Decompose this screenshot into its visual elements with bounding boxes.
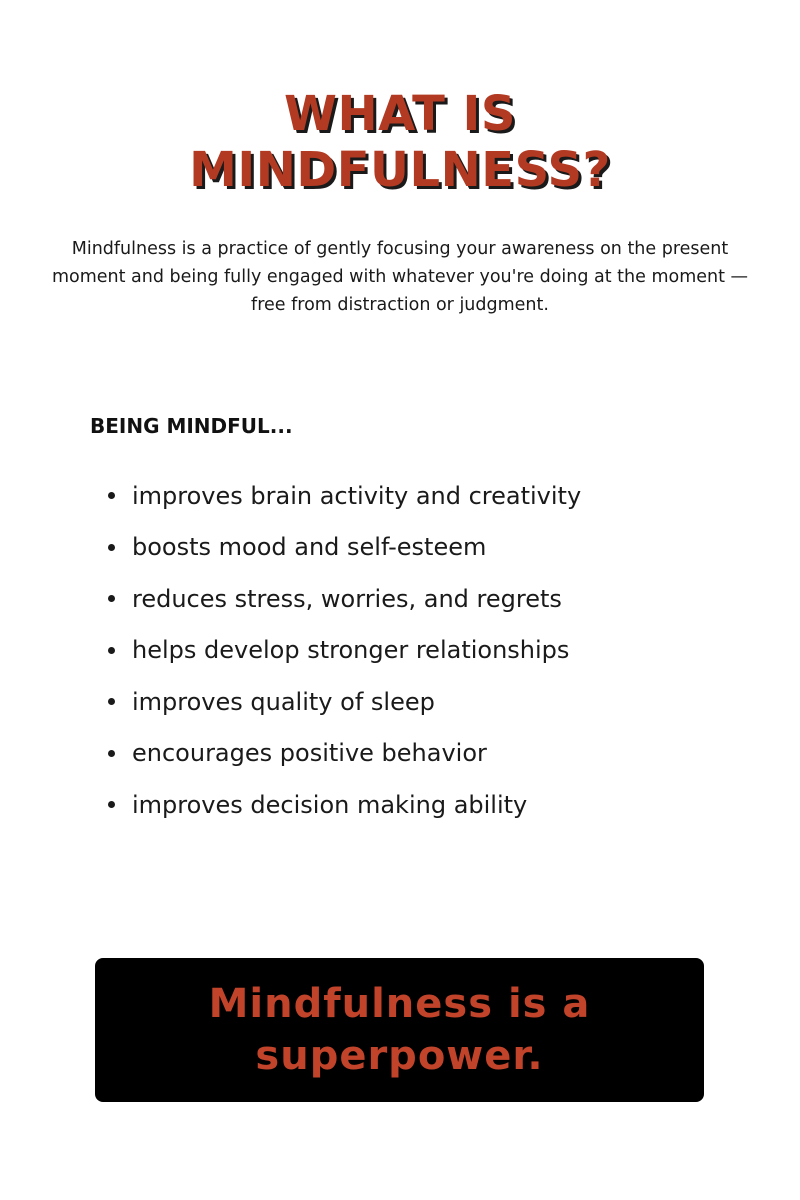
list-item bbox=[108, 470, 581, 522]
bullet-icon bbox=[108, 492, 115, 499]
bullet-icon bbox=[108, 647, 115, 654]
list-item bbox=[108, 522, 581, 574]
callout-line-1: Mindfulness is a bbox=[208, 981, 591, 1027]
list-item bbox=[108, 573, 581, 625]
section-heading: BEING MINDFUL... bbox=[90, 414, 293, 438]
list-item-text: improves brain activity and creativity bbox=[132, 481, 582, 510]
page-title bbox=[0, 86, 800, 198]
callout-line-2: superpower. bbox=[255, 1033, 544, 1079]
bullet-icon bbox=[108, 801, 115, 808]
intro-paragraph: Mindfulness is a practice of gently focusing your awareness on the present moment and being fully engaged with whatever you're doing at the moment — free from distraction or judgment. bbox=[51, 239, 749, 315]
list-item bbox=[108, 676, 581, 728]
bullet-icon bbox=[108, 750, 115, 757]
bullet-icon bbox=[108, 595, 115, 602]
list-item-text: boosts mood and self-esteem bbox=[132, 533, 487, 562]
list-item-text: encourages positive behavior bbox=[132, 739, 487, 768]
title-line-1: WHAT IS bbox=[284, 86, 516, 142]
list-item-text: improves decision making ability bbox=[132, 790, 528, 819]
list-item bbox=[108, 779, 581, 831]
callout-banner bbox=[95, 958, 704, 1102]
benefits-list bbox=[108, 470, 581, 831]
bullet-icon bbox=[108, 698, 115, 705]
list-item-text: reduces stress, worries, and regrets bbox=[132, 584, 562, 613]
callout-text bbox=[209, 978, 591, 1082]
title-line-2: MINDFULNESS? bbox=[189, 142, 611, 198]
list-item bbox=[108, 728, 581, 780]
list-item-text: helps develop stronger relationships bbox=[132, 636, 570, 665]
bullet-icon bbox=[108, 544, 115, 551]
list-item bbox=[108, 625, 581, 677]
list-item-text: improves quality of sleep bbox=[132, 687, 435, 716]
